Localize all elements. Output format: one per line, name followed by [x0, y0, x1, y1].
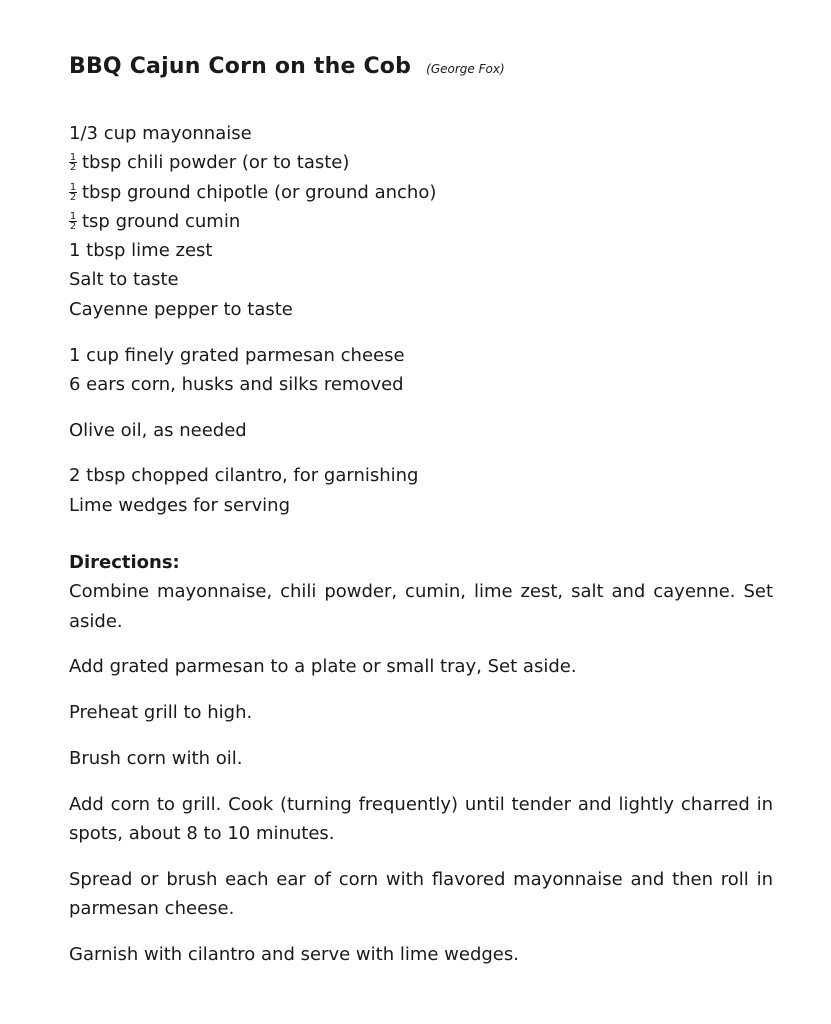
ingredient-group: [69, 461, 773, 520]
direction-step: Brush corn with oil.: [69, 748, 243, 770]
fraction-numerator: 1: [69, 210, 77, 222]
recipe-page: [69, 54, 773, 986]
ingredient-item: [69, 178, 773, 207]
direction-step: Garnish with cilantro and serve with lime wedges.: [69, 944, 519, 966]
ingredient-text: 2 tbsp chopped cilantro, for garnishing: [69, 465, 419, 487]
ingredient-item: [69, 236, 773, 265]
ingredients-list: [69, 119, 773, 520]
fraction-denominator: 2: [69, 162, 77, 174]
fraction-numerator: 1: [69, 181, 77, 193]
fraction: [69, 153, 77, 172]
directions-list: [69, 577, 773, 969]
ingredient-item: [69, 295, 773, 324]
directions-heading: Directions:: [69, 552, 180, 574]
fraction-denominator: 2: [69, 191, 77, 203]
fraction: [69, 183, 77, 202]
ingredient-item: [69, 341, 773, 370]
ingredient-group: [69, 119, 773, 324]
ingredient-text: 1 cup finely grated parmesan cheese: [69, 344, 405, 366]
direction-step: Add grated parmesan to a plate or small tray, Set aside.: [69, 656, 577, 678]
ingredient-text: 6 ears corn, husks and silks removed: [69, 373, 404, 395]
direction-step: Preheat grill to high.: [69, 702, 253, 724]
ingredient-text: tsp ground cumin: [82, 210, 241, 232]
ingredient-text: Cayenne pepper to taste: [69, 298, 293, 320]
ingredient-item: [69, 148, 773, 177]
ingredient-item: [69, 207, 773, 236]
ingredient-text: 1 tbsp lime zest: [69, 240, 213, 262]
ingredient-text: Lime wedges for serving: [69, 494, 290, 516]
ingredient-item: [69, 370, 773, 399]
ingredient-item: [69, 491, 773, 520]
ingredient-group: [69, 416, 773, 445]
ingredient-item: [69, 265, 773, 294]
ingredient-text: tbsp chili powder (or to taste): [82, 152, 350, 174]
fraction-numerator: 1: [69, 152, 77, 164]
fraction-denominator: 2: [69, 220, 77, 232]
ingredient-item: [69, 461, 773, 490]
ingredient-text: Olive oil, as needed: [69, 419, 247, 441]
direction-step: Add corn to grill. Cook (turning frequently) until tender and lightly charred in spots, about 8 to 10 minutes.: [69, 793, 773, 845]
fraction: [69, 212, 77, 231]
direction-step: Combine mayonnaise, chili powder, cumin, lime zest, salt and cayenne. Set aside.: [69, 581, 773, 632]
ingredient-text: 1/3 cup mayonnaise: [69, 123, 252, 144]
ingredient-group: [69, 341, 773, 400]
ingredient-item: [69, 119, 773, 148]
recipe-author: (George Fox): [426, 62, 505, 76]
ingredient-item: [69, 416, 773, 445]
recipe-title: BBQ Cajun Corn on the Cob: [69, 54, 412, 79]
direction-step: Spread or brush each ear of corn with flavored mayonnaise and then roll in parmesan cheese.: [69, 868, 773, 920]
ingredient-text: Salt to taste: [69, 269, 179, 291]
title-line: [69, 54, 773, 94]
ingredient-text: tbsp ground chipotle (or ground ancho): [82, 181, 437, 203]
